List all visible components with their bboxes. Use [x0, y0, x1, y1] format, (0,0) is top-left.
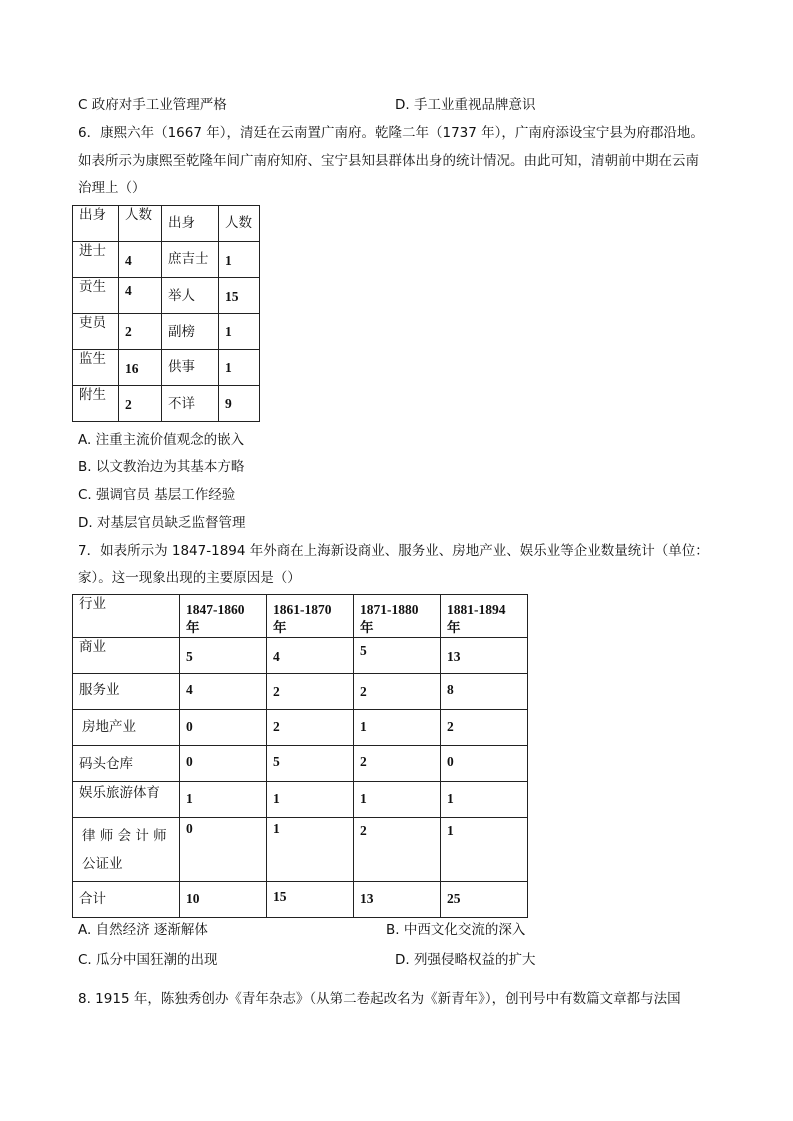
- table-cell: 贡生: [73, 278, 119, 314]
- table-cell: 2: [119, 386, 162, 422]
- table-header-cell: 1847-1860 年: [180, 595, 267, 638]
- table-cell: 2: [354, 674, 441, 710]
- table-cell: 监生: [73, 350, 119, 386]
- q6-option-a: A. 注重主流价值观念的嵌入: [78, 432, 245, 448]
- table-header-cell: 人数: [119, 206, 162, 242]
- table-header-cell: 行业: [73, 595, 180, 638]
- table-row: [73, 882, 528, 918]
- table-row: [73, 674, 528, 710]
- table-cell: 吏员: [73, 314, 119, 350]
- q7-stem-line1: 7．如表所示为 1847-1894 年外商在上海新设商业、服务业、房地产业、娱乐业等企业数量统计（单位：: [78, 543, 709, 559]
- table-cell: 4: [180, 674, 267, 710]
- table-cell: 1: [354, 782, 441, 818]
- table-cell: 0: [180, 818, 267, 882]
- q8-stem-line1: 8. 1915 年，陈独秀创办《青年杂志》（从第二卷起改名为《新青年》），创刊号中有数篇文章都与法国: [78, 991, 681, 1007]
- table-header-cell: 出身: [73, 206, 119, 242]
- table-cell: 0: [441, 746, 528, 782]
- q6-stem-line1: 6．康熙六年（1667 年），清廷在云南置广南府。乾隆二年（1737 年），广南府添设宝宁县为府郡沿地。: [78, 125, 704, 141]
- table-cell: 供事: [162, 350, 219, 386]
- table-cell: 进士: [73, 242, 119, 278]
- q6-table: [72, 205, 260, 422]
- q6-option-c: C. 强调官员 基层工作经验: [78, 487, 236, 503]
- q7-stem-line2: 家）。这一现象出现的主要原因是（）: [78, 570, 301, 586]
- q5-option-c: C 政府对手工业管理严格: [78, 97, 227, 113]
- table-cell: 5: [180, 638, 267, 674]
- table-cell: 1: [219, 242, 260, 278]
- table-row: [73, 638, 528, 674]
- table-cell: 举人: [162, 278, 219, 314]
- table-cell: 5: [354, 638, 441, 674]
- table-header-cell: 1861-1870 年: [267, 595, 354, 638]
- table-cell: 不详: [162, 386, 219, 422]
- table-cell: 副榜: [162, 314, 219, 350]
- q7-option-b: B. 中西文化交流的深入: [386, 922, 526, 938]
- table-cell: 1: [180, 782, 267, 818]
- table-cell: 商业: [73, 638, 180, 674]
- table-cell: 1: [219, 350, 260, 386]
- table-cell-line: 律 师 会 计 师: [82, 828, 167, 844]
- q7-option-c: C. 瓜分中国狂潮的出现: [78, 952, 218, 968]
- table-cell: 房地产业: [73, 710, 180, 746]
- table-cell: 4: [119, 242, 162, 278]
- table-row: [73, 710, 528, 746]
- table-row: [73, 746, 528, 782]
- table-cell: 8: [441, 674, 528, 710]
- table-header-row: [73, 595, 528, 638]
- table-cell: 0: [180, 746, 267, 782]
- table-row: [73, 314, 260, 350]
- table-cell: 5: [267, 746, 354, 782]
- table-cell: 2: [267, 710, 354, 746]
- table-cell: 1: [267, 782, 354, 818]
- q7-table: [72, 594, 528, 918]
- table-cell: 15: [267, 882, 354, 918]
- table-cell: 合计: [73, 882, 180, 918]
- table-row: [73, 818, 528, 882]
- q6-option-d: D. 对基层官员缺乏监督管理: [78, 515, 246, 531]
- q6-stem-line3: 治理上（）: [78, 180, 146, 196]
- q7-option-a: A. 自然经济 逐渐解体: [78, 922, 208, 938]
- table-cell: 2: [354, 746, 441, 782]
- table-row: [73, 242, 260, 278]
- table-header-cell: 1871-1880 年: [354, 595, 441, 638]
- table-cell: 1: [441, 818, 528, 882]
- table-cell: 10: [180, 882, 267, 918]
- q5-option-d: D. 手工业重视品牌意识: [395, 97, 536, 113]
- table-cell: [73, 818, 180, 882]
- table-cell: 2: [267, 674, 354, 710]
- table-cell: 1: [219, 314, 260, 350]
- table-cell: 25: [441, 882, 528, 918]
- table-cell: 服务业: [73, 674, 180, 710]
- table-cell: 2: [354, 818, 441, 882]
- table-cell: 16: [119, 350, 162, 386]
- q7-option-d: D. 列强侵略权益的扩大: [395, 952, 536, 968]
- table-row: [73, 782, 528, 818]
- table-header-cell: 出身: [162, 206, 219, 242]
- table-cell: 13: [354, 882, 441, 918]
- table-cell: 1: [267, 818, 354, 882]
- table-cell: 13: [441, 638, 528, 674]
- table-cell: 4: [267, 638, 354, 674]
- table-cell: 15: [219, 278, 260, 314]
- table-cell: 1: [441, 782, 528, 818]
- table-cell: 附生: [73, 386, 119, 422]
- table-cell-line: 公证业: [82, 856, 123, 872]
- table-cell: 庶吉士: [162, 242, 219, 278]
- table-cell: 1: [354, 710, 441, 746]
- table-cell: 娱乐旅游体育: [73, 782, 180, 818]
- q6-stem-line2: 如表所示为康熙至乾隆年间广南府知府、宝宁县知县群体出身的统计情况。由此可知，清朝前中期在云南: [78, 153, 699, 169]
- table-header-cell: 1881-1894 年: [441, 595, 528, 638]
- table-cell: 2: [441, 710, 528, 746]
- table-cell: 0: [180, 710, 267, 746]
- table-row: [73, 350, 260, 386]
- table-header-cell: 人数: [219, 206, 260, 242]
- table-cell: 9: [219, 386, 260, 422]
- table-cell: 4: [119, 278, 162, 314]
- table-row: [73, 278, 260, 314]
- q6-option-b: B. 以文教治边为其基本方略: [78, 459, 245, 475]
- table-cell: 2: [119, 314, 162, 350]
- table-cell: 码头仓库: [73, 746, 180, 782]
- table-header-row: [73, 206, 260, 242]
- table-row: [73, 386, 260, 422]
